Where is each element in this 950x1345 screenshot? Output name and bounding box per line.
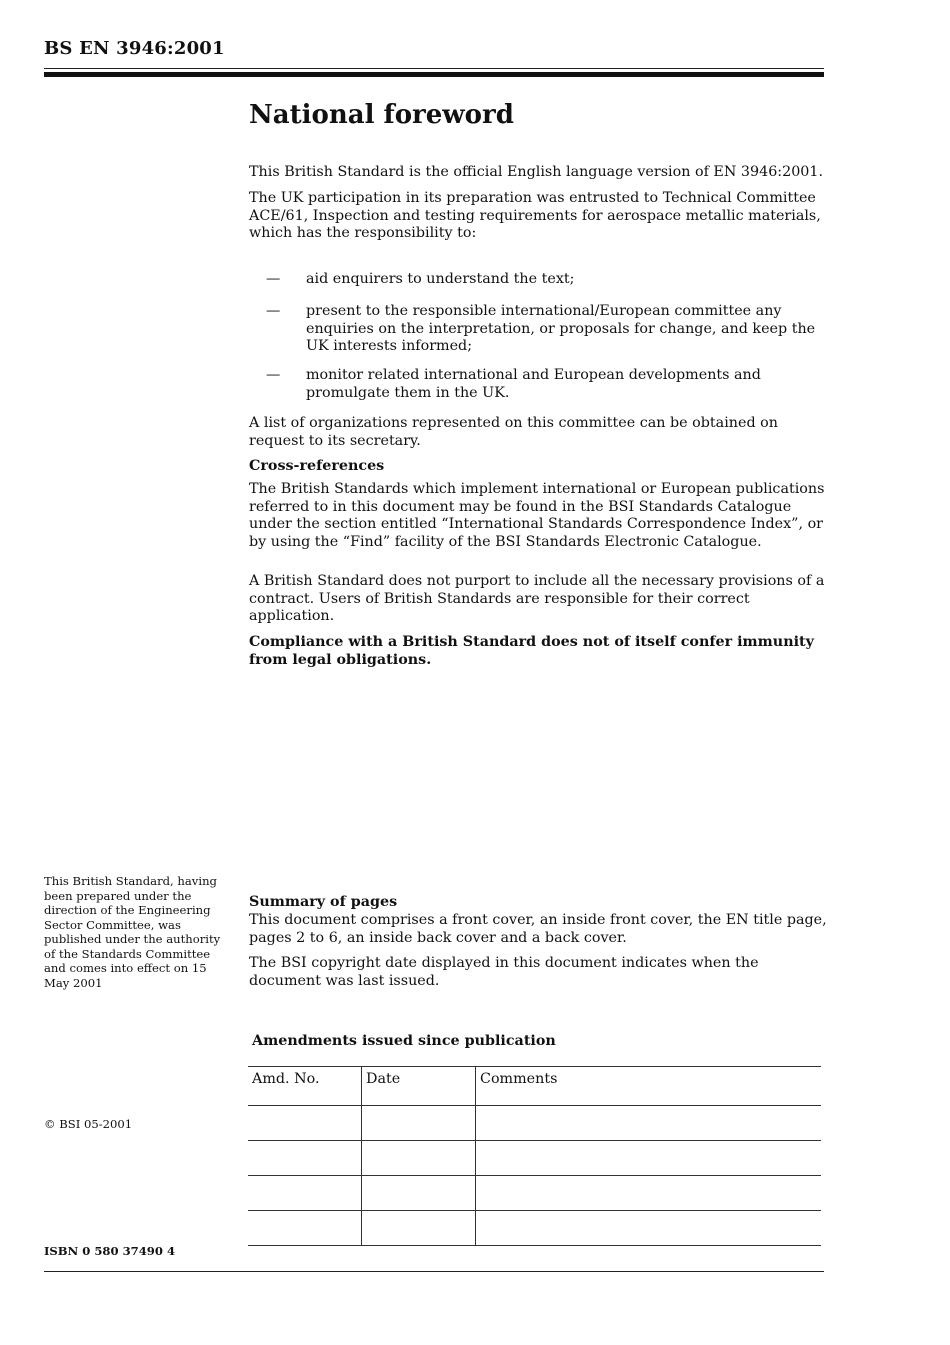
amendments-heading: Amendments issued since publication: [252, 1033, 556, 1049]
sidebar-prepared-note: This British Standard, having been prepared under the direction of the Engineering Sector Committee, was published under the authority of the Standards Committee and comes into effect on 15 May 2001: [44, 874, 221, 990]
list-item: aid enquirers to understand the text;: [306, 271, 575, 287]
compliance-statement: Compliance with a British Standard does not of itself confer immunity from legal obligations.: [249, 634, 814, 668]
table-cell: [362, 1176, 476, 1211]
list-dash: —: [266, 303, 281, 319]
intro-paragraph-1: This British Standard is the official English language version of EN 3946:2001.: [249, 164, 824, 180]
summary-heading: Summary of pages: [249, 894, 398, 910]
column-date: Date: [362, 1067, 476, 1106]
standard-id: BS EN 3946:2001: [44, 38, 225, 59]
sidebar-copyright: © BSI 05-2001: [44, 1117, 133, 1131]
table-row: [248, 1141, 821, 1176]
list-dash: —: [266, 271, 281, 287]
organizations-paragraph: A list of organizations represented on this committee can be obtained on request to its secretary.: [249, 415, 778, 449]
footer-rule: [44, 1271, 824, 1272]
page-title: National foreword: [249, 100, 514, 130]
amendments-table: [248, 1066, 821, 1246]
table-cell: [476, 1176, 822, 1211]
column-comments: Comments: [476, 1067, 822, 1106]
intro-paragraph-2: The UK participation in its preparation was entrusted to Technical Committee ACE/61, Inspection and testing requirements for aerospace metallic materials, which has the responsibility to:: [249, 190, 821, 242]
list-item: present to the responsible international/European committee any enquiries on the interpretation, or proposals for change, and keep the UK interests informed;: [306, 303, 816, 355]
table-cell: [362, 1211, 476, 1246]
list-item: monitor related international and European developments and promulgate them in the UK.: [306, 367, 761, 401]
table-header-row: [248, 1067, 821, 1106]
table-cell: [476, 1106, 822, 1141]
table-cell: [248, 1106, 362, 1141]
table-cell: [248, 1176, 362, 1211]
cross-references-heading: Cross-references: [249, 458, 385, 474]
summary-paragraph: This document comprises a front cover, an inside front cover, the EN title page, pages 2 to 6, an inside back cover and a back cover.: [249, 912, 827, 946]
isbn: ISBN 0 580 37490 4: [44, 1244, 176, 1258]
table-cell: [248, 1211, 362, 1246]
cross-references-paragraph: The British Standards which implement international or European publications referred to in this document may be found in the BSI Standards Catalogue under the section entitled “International Standards Correspondence Index”, or by using the “Find” facility of the BSI Standards Electronic Catalogue.: [249, 481, 825, 550]
table-cell: [476, 1211, 822, 1246]
table-cell: [476, 1141, 822, 1176]
header-rule-thin: [44, 68, 824, 69]
table-row: [248, 1211, 821, 1246]
table-cell: [248, 1141, 362, 1176]
table-row: [248, 1106, 821, 1141]
table-row: [248, 1176, 821, 1211]
contract-paragraph: A British Standard does not purport to include all the necessary provisions of a contract. Users of British Standards are responsible for their correct application.: [249, 573, 825, 625]
header-rule-thick: [44, 72, 824, 77]
copyright-date-paragraph: The BSI copyright date displayed in this document indicates when the document was last issued.: [249, 955, 759, 989]
list-dash: —: [266, 367, 281, 383]
column-amd-no: Amd. No.: [248, 1067, 362, 1106]
table-cell: [362, 1106, 476, 1141]
table-cell: [362, 1141, 476, 1176]
